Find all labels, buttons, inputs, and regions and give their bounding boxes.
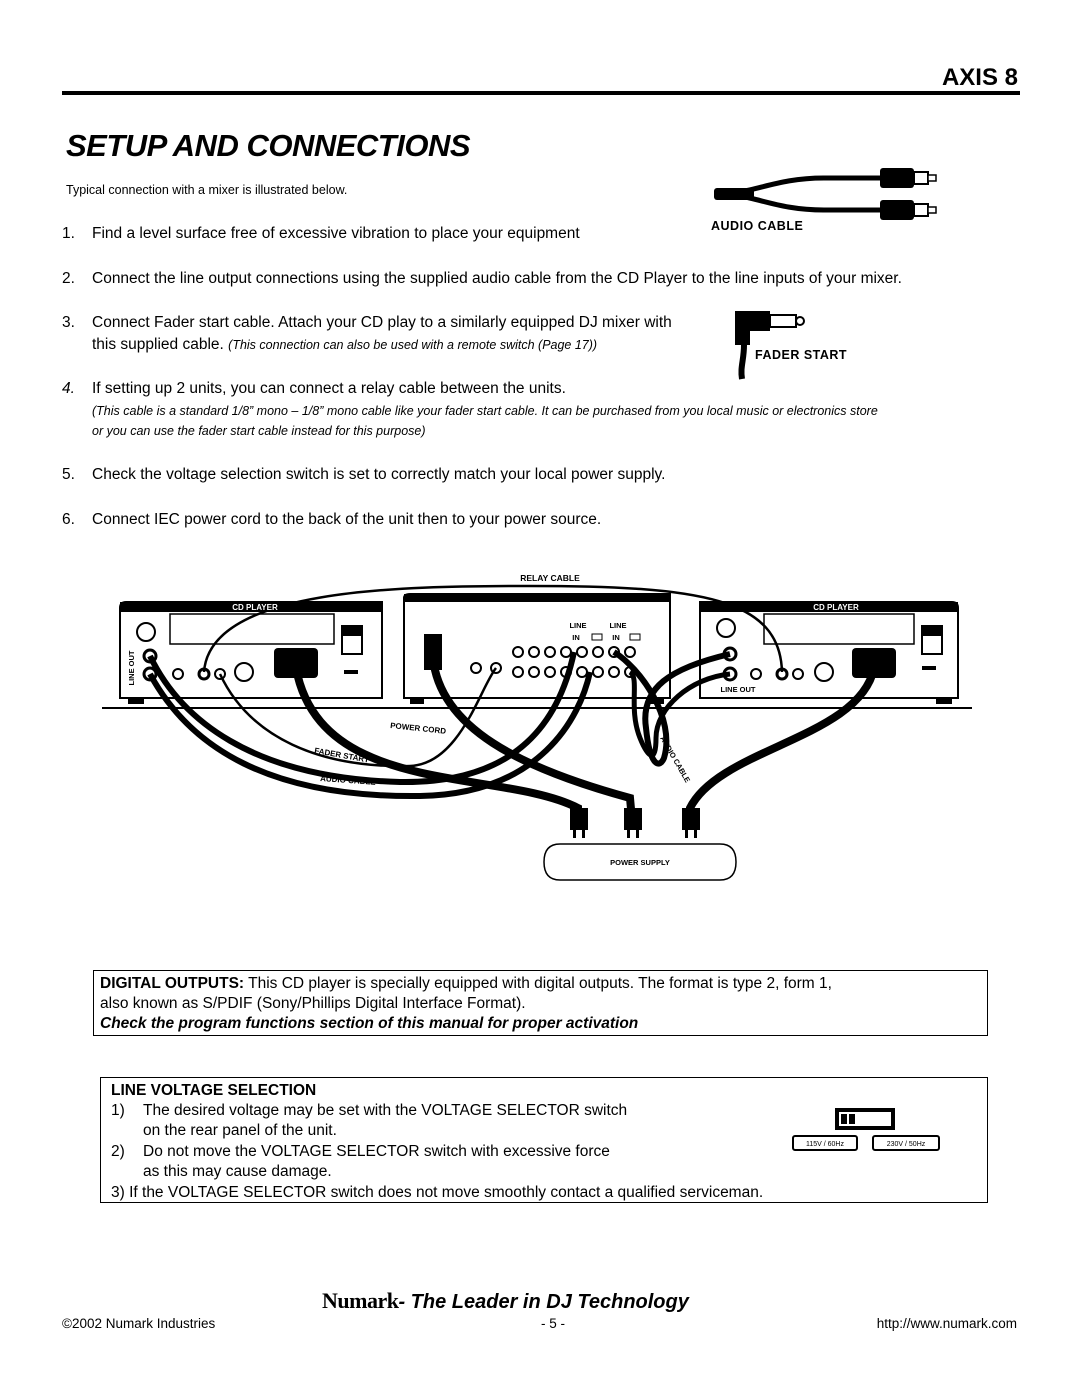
left-line-out-label: LINE OUT xyxy=(127,650,136,686)
voltage-selector-illustration xyxy=(791,1106,941,1156)
mixer-in-label-1: IN xyxy=(572,633,580,642)
digital-outputs-note: Check the program functions section of this manual for proper activation xyxy=(100,1015,639,1032)
numark-logo: Numark xyxy=(322,1288,399,1313)
step-3: 3. Connect Fader start cable. Attach your CD play to a similarly equipped DJ mixer with this supplied cable. (This connection can also be used with a remote switch (Page 17)) xyxy=(62,314,672,353)
voltage-item-2-num: 2) xyxy=(111,1143,125,1160)
switch-115-label: 115V / 60Hz xyxy=(805,1141,845,1148)
digital-outputs-heading: DIGITAL OUTPUTS: xyxy=(100,975,245,992)
voltage-item-1-line-2: on the rear panel of the unit. xyxy=(143,1122,337,1139)
step-4-note-1: (This cable is a standard 1/8” mono – 1/8” mono cable like your fader start cable. It can be purchased from you local music or electronics store xyxy=(92,404,878,418)
audio-cable-diagram-label: AUDIO CABLE xyxy=(319,774,376,787)
audio-cable-label: AUDIO CABLE xyxy=(711,219,804,233)
mixer-line-label-1: LINE xyxy=(569,621,587,630)
digital-outputs-text-2: also known as S/PDIF (Sony/Phillips Digital Interface Format). xyxy=(100,995,526,1012)
page-title: SETUP AND CONNECTIONS xyxy=(66,128,471,163)
connection-diagram xyxy=(100,568,980,888)
relay-cable-label: RELAY CABLE xyxy=(520,573,580,583)
fader-start-diagram-label: FADER START xyxy=(313,746,370,765)
step-3-line2: this supplied cable. xyxy=(92,336,224,353)
step-5: 5. Check the voltage selection switch is set to correctly match your local power supply. xyxy=(62,466,666,483)
footer-tagline-line xyxy=(322,1288,689,1314)
footer-page-number: - 5 - xyxy=(541,1316,566,1331)
left-cd-player-label: CD PLAYER xyxy=(232,603,278,612)
step-3-note: (This connection can also be used with a remote switch (Page 17)) xyxy=(228,338,598,352)
voltage-item-3: 3) If the VOLTAGE SELECTOR switch does not move smoothly contact a qualified serviceman. xyxy=(111,1184,764,1201)
step-6: 6. Connect IEC power cord to the back of the unit then to your power source. xyxy=(62,511,602,528)
voltage-item-1-num: 1) xyxy=(111,1102,125,1119)
header-rule xyxy=(62,91,1020,95)
mixer-label: MIXER xyxy=(527,602,553,611)
power-cord-label: POWER CORD xyxy=(389,721,447,736)
step-1: 1. Find a level surface free of excessive vibration to place your equipment xyxy=(62,225,580,242)
model-name: AXIS 8 xyxy=(941,64,1018,91)
mixer-in-label-2: IN xyxy=(612,633,620,642)
line-voltage-box xyxy=(100,1077,988,1203)
switch-230-label: 230V / 50Hz xyxy=(886,1141,926,1148)
footer-url[interactable]: http://www.numark.com xyxy=(876,1316,1017,1331)
footer-tagline: - The Leader in DJ Technology xyxy=(398,1291,689,1313)
voltage-item-1-line-1: The desired voltage may be set with the VOLTAGE SELECTOR switch xyxy=(143,1102,628,1119)
audio-cable-curved-label: AUDIO CABLE xyxy=(658,734,693,785)
step-2: 2. Connect the line output connections using the supplied audio cable from the CD Player to the line inputs of your mixer. xyxy=(62,270,902,287)
right-line-out-label: LINE OUT xyxy=(720,685,756,694)
power-supply-label: POWER SUPPLY xyxy=(610,858,670,867)
fader-start-label: FADER START xyxy=(755,348,848,362)
fader-start-cable-illustration xyxy=(730,305,810,383)
voltage-item-2-line-2: as this may cause damage. xyxy=(143,1163,332,1180)
voltage-item-2-line-1: Do not move the VOLTAGE SELECTOR switch with excessive force xyxy=(143,1143,610,1160)
intro-text: Typical connection with a mixer is illustrated below. xyxy=(66,183,348,197)
digital-outputs-box xyxy=(93,970,988,1036)
step-4-note-2: or you can use the fader start cable instead for this purpose) xyxy=(92,424,426,438)
line-voltage-heading: LINE VOLTAGE SELECTION xyxy=(111,1082,317,1099)
step-4: 4. If setting up 2 units, you can connect a relay cable between the units. (This cable is a standard 1/8” mono – 1/8” mono cable like your fader start cable. It can be purchased from you local music or electronics store or you can use the fader start cable instead for this purpose) xyxy=(62,379,1020,439)
mixer-line-label-2: LINE xyxy=(609,621,627,630)
footer-copyright: ©2002 Numark Industries xyxy=(62,1316,216,1331)
right-cd-player-label: CD PLAYER xyxy=(813,603,859,612)
digital-outputs-text: This CD player is specially equipped with digital outputs. The format is type 2, form 1, xyxy=(244,975,832,992)
